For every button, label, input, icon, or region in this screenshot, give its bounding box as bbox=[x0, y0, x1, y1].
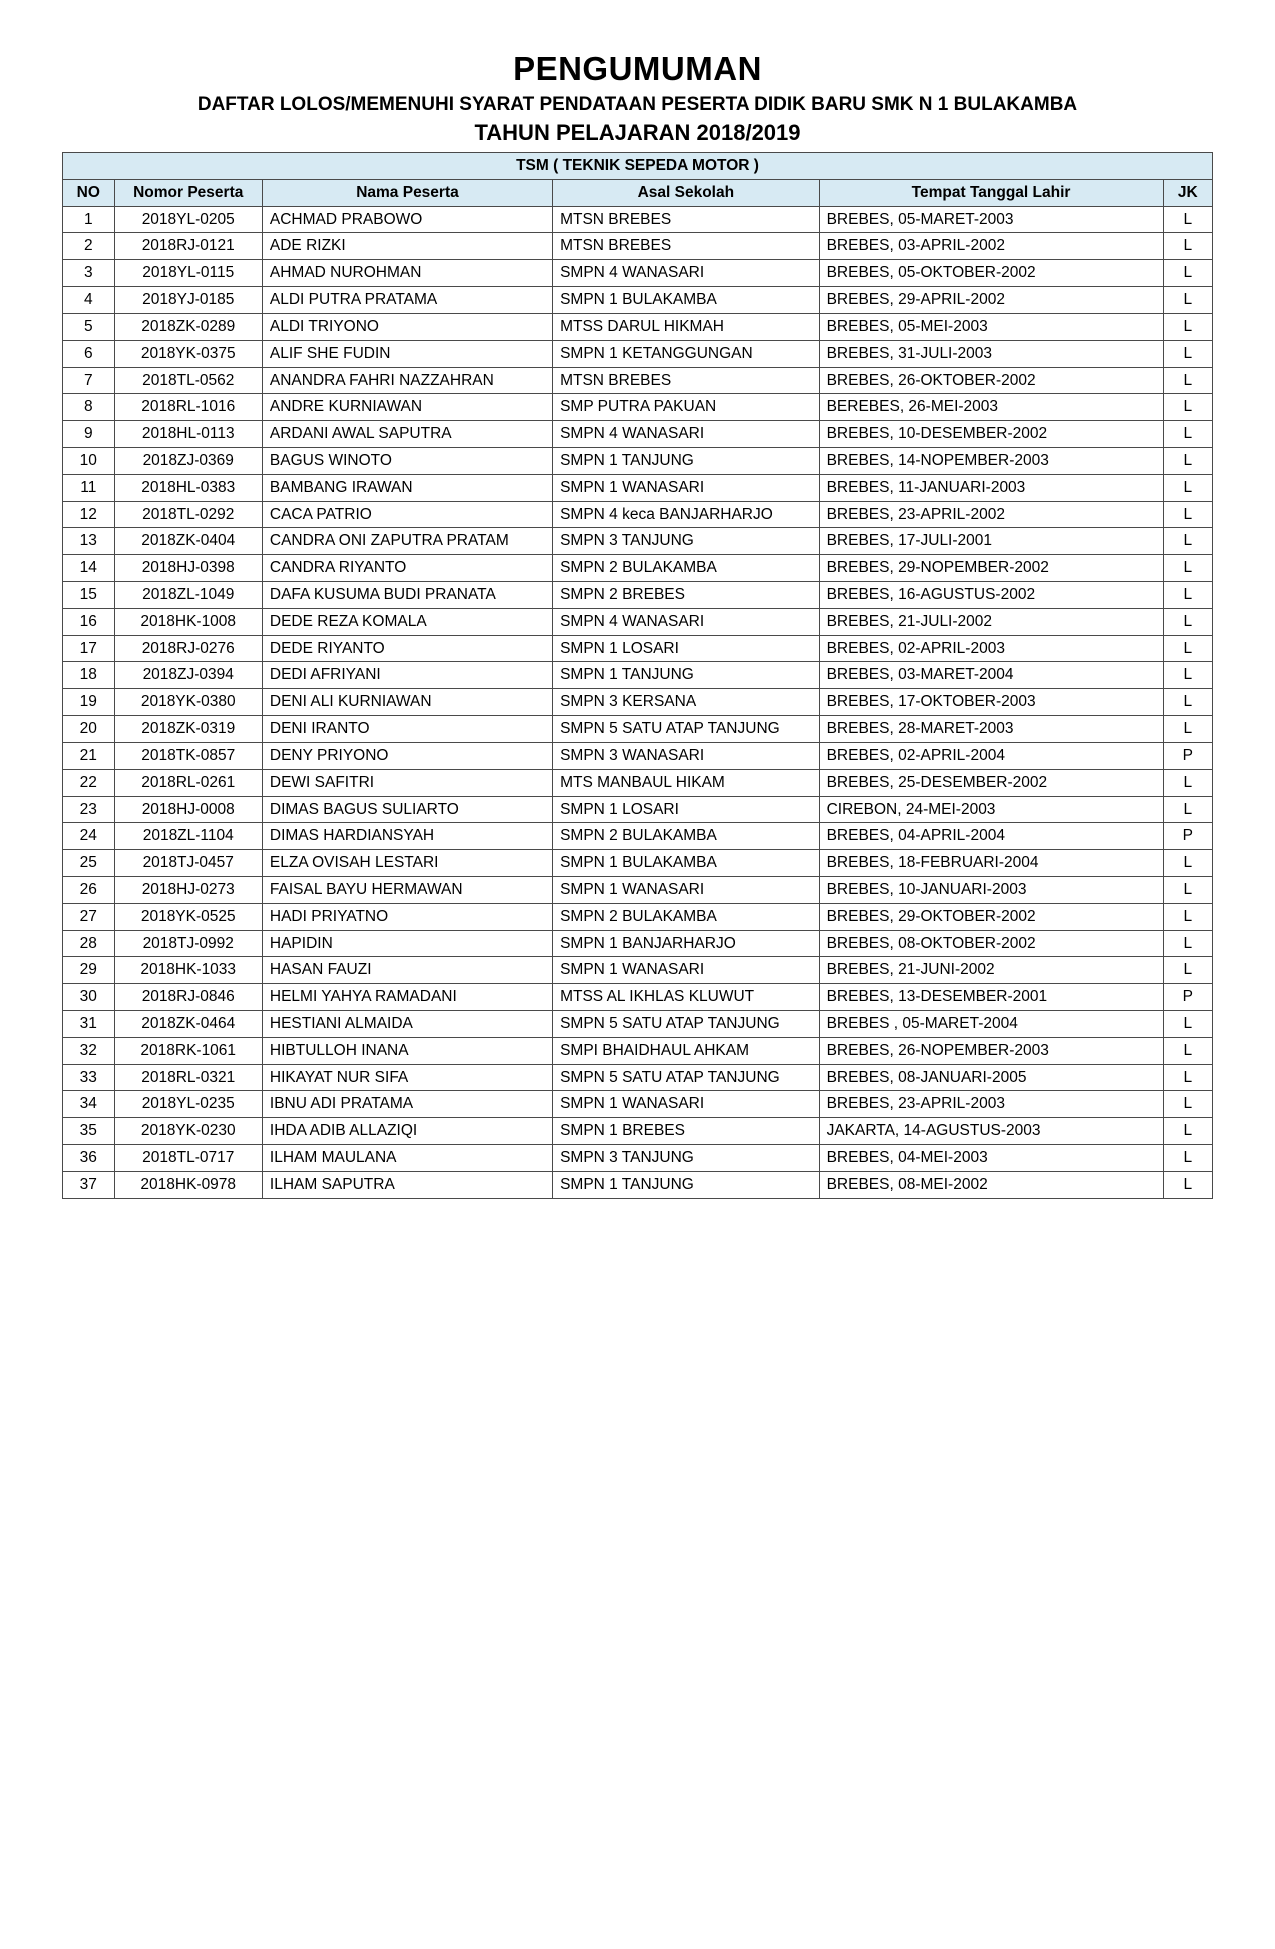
cell-no: 24 bbox=[63, 823, 115, 850]
cell-no: 23 bbox=[63, 796, 115, 823]
cell-tempat-tanggal-lahir: BREBES, 10-JANUARI-2003 bbox=[819, 876, 1163, 903]
column-header-tempat-tanggal-lahir: Tempat Tanggal Lahir bbox=[819, 179, 1163, 206]
column-header-nama-peserta: Nama Peserta bbox=[262, 179, 552, 206]
table-row bbox=[63, 1064, 1213, 1091]
table-row bbox=[63, 421, 1213, 448]
cell-tempat-tanggal-lahir: BREBES, 29-APRIL-2002 bbox=[819, 287, 1163, 314]
table-row bbox=[63, 528, 1213, 555]
cell-asal-sekolah: MTSS DARUL HIKMAH bbox=[553, 313, 820, 340]
cell-asal-sekolah: SMPN 3 TANJUNG bbox=[553, 528, 820, 555]
cell-nama-peserta: IHDA ADIB ALLAZIQI bbox=[262, 1118, 552, 1145]
table-row bbox=[63, 313, 1213, 340]
cell-nama-peserta: FAISAL BAYU HERMAWAN bbox=[262, 876, 552, 903]
cell-asal-sekolah: SMPN 1 LOSARI bbox=[553, 635, 820, 662]
cell-nama-peserta: HIKAYAT NUR SIFA bbox=[262, 1064, 552, 1091]
cell-tempat-tanggal-lahir: BREBES, 10-DESEMBER-2002 bbox=[819, 421, 1163, 448]
table-row bbox=[63, 287, 1213, 314]
cell-no: 12 bbox=[63, 501, 115, 528]
cell-no: 10 bbox=[63, 447, 115, 474]
cell-nomor-peserta: 2018YL-0205 bbox=[114, 206, 262, 233]
cell-asal-sekolah: MTS MANBAUL HIKAM bbox=[553, 769, 820, 796]
cell-no: 30 bbox=[63, 984, 115, 1011]
participants-table bbox=[62, 152, 1213, 1199]
cell-asal-sekolah: SMPN 2 BULAKAMBA bbox=[553, 903, 820, 930]
cell-nomor-peserta: 2018HL-0383 bbox=[114, 474, 262, 501]
cell-jk: L bbox=[1163, 1145, 1213, 1172]
cell-nama-peserta: ALDI TRIYONO bbox=[262, 313, 552, 340]
cell-nama-peserta: IBNU ADI PRATAMA bbox=[262, 1091, 552, 1118]
cell-asal-sekolah: SMPN 4 WANASARI bbox=[553, 608, 820, 635]
cell-jk: L bbox=[1163, 340, 1213, 367]
cell-nama-peserta: HELMI YAHYA RAMADANI bbox=[262, 984, 552, 1011]
cell-nama-peserta: DEWI SAFITRI bbox=[262, 769, 552, 796]
cell-nomor-peserta: 2018YL-0115 bbox=[114, 260, 262, 287]
cell-nomor-peserta: 2018YK-0380 bbox=[114, 689, 262, 716]
cell-nomor-peserta: 2018RJ-0121 bbox=[114, 233, 262, 260]
table-row bbox=[63, 769, 1213, 796]
cell-nomor-peserta: 2018YK-0525 bbox=[114, 903, 262, 930]
program-banner-row bbox=[63, 153, 1213, 180]
cell-nama-peserta: CACA PATRIO bbox=[262, 501, 552, 528]
cell-no: 36 bbox=[63, 1145, 115, 1172]
page-title: PENGUMUMAN bbox=[513, 50, 762, 87]
cell-no: 13 bbox=[63, 528, 115, 555]
cell-nomor-peserta: 2018ZK-0289 bbox=[114, 313, 262, 340]
cell-tempat-tanggal-lahir: BREBES, 14-NOPEMBER-2003 bbox=[819, 447, 1163, 474]
cell-nomor-peserta: 2018RL-0321 bbox=[114, 1064, 262, 1091]
table-row bbox=[63, 608, 1213, 635]
cell-jk: L bbox=[1163, 903, 1213, 930]
cell-tempat-tanggal-lahir: BREBES, 11-JANUARI-2003 bbox=[819, 474, 1163, 501]
table-row bbox=[63, 447, 1213, 474]
cell-asal-sekolah: SMPN 5 SATU ATAP TANJUNG bbox=[553, 1011, 820, 1038]
cell-tempat-tanggal-lahir: BREBES, 29-OKTOBER-2002 bbox=[819, 903, 1163, 930]
cell-asal-sekolah: SMPN 4 keca BANJARHARJO bbox=[553, 501, 820, 528]
cell-asal-sekolah: SMPN 5 SATU ATAP TANJUNG bbox=[553, 716, 820, 743]
cell-tempat-tanggal-lahir: BREBES, 08-JANUARI-2005 bbox=[819, 1064, 1163, 1091]
cell-asal-sekolah: SMPN 1 BREBES bbox=[553, 1118, 820, 1145]
table-body bbox=[63, 206, 1213, 1198]
cell-nama-peserta: DIMAS BAGUS SULIARTO bbox=[262, 796, 552, 823]
cell-no: 9 bbox=[63, 421, 115, 448]
table-row bbox=[63, 850, 1213, 877]
cell-tempat-tanggal-lahir: BREBES, 03-APRIL-2002 bbox=[819, 233, 1163, 260]
cell-jk: L bbox=[1163, 689, 1213, 716]
cell-asal-sekolah: MTSN BREBES bbox=[553, 233, 820, 260]
cell-jk: L bbox=[1163, 1037, 1213, 1064]
cell-nama-peserta: CANDRA ONI ZAPUTRA PRATAM bbox=[262, 528, 552, 555]
cell-jk: L bbox=[1163, 635, 1213, 662]
cell-no: 8 bbox=[63, 394, 115, 421]
cell-jk: L bbox=[1163, 394, 1213, 421]
cell-nama-peserta: ARDANI AWAL SAPUTRA bbox=[262, 421, 552, 448]
cell-nomor-peserta: 2018TJ-0992 bbox=[114, 930, 262, 957]
cell-nomor-peserta: 2018HJ-0398 bbox=[114, 555, 262, 582]
cell-nomor-peserta: 2018TL-0292 bbox=[114, 501, 262, 528]
cell-tempat-tanggal-lahir: BREBES, 17-JULI-2001 bbox=[819, 528, 1163, 555]
cell-no: 14 bbox=[63, 555, 115, 582]
cell-tempat-tanggal-lahir: BREBES, 04-MEI-2003 bbox=[819, 1145, 1163, 1172]
cell-asal-sekolah: SMPN 4 WANASARI bbox=[553, 260, 820, 287]
cell-nama-peserta: HESTIANI ALMAIDA bbox=[262, 1011, 552, 1038]
cell-tempat-tanggal-lahir: BREBES, 26-NOPEMBER-2003 bbox=[819, 1037, 1163, 1064]
cell-tempat-tanggal-lahir: BREBES, 29-NOPEMBER-2002 bbox=[819, 555, 1163, 582]
cell-no: 25 bbox=[63, 850, 115, 877]
table-row bbox=[63, 206, 1213, 233]
table-row bbox=[63, 1171, 1213, 1198]
cell-tempat-tanggal-lahir: BREBES, 05-OKTOBER-2002 bbox=[819, 260, 1163, 287]
cell-no: 15 bbox=[63, 582, 115, 609]
cell-nomor-peserta: 2018RJ-0846 bbox=[114, 984, 262, 1011]
table-row bbox=[63, 930, 1213, 957]
table-row bbox=[63, 1011, 1213, 1038]
cell-asal-sekolah: SMPN 3 KERSANA bbox=[553, 689, 820, 716]
cell-jk: L bbox=[1163, 1118, 1213, 1145]
program-banner: TSM ( TEKNIK SEPEDA MOTOR ) bbox=[63, 153, 1213, 180]
cell-asal-sekolah: SMP PUTRA PAKUAN bbox=[553, 394, 820, 421]
cell-nama-peserta: AHMAD NUROHMAN bbox=[262, 260, 552, 287]
cell-no: 2 bbox=[63, 233, 115, 260]
cell-nama-peserta: ACHMAD PRABOWO bbox=[262, 206, 552, 233]
cell-no: 18 bbox=[63, 662, 115, 689]
cell-no: 3 bbox=[63, 260, 115, 287]
cell-nama-peserta: CANDRA RIYANTO bbox=[262, 555, 552, 582]
table-row bbox=[63, 957, 1213, 984]
table-row bbox=[63, 823, 1213, 850]
table-row bbox=[63, 716, 1213, 743]
cell-asal-sekolah: SMPN 3 WANASARI bbox=[553, 742, 820, 769]
cell-no: 1 bbox=[63, 206, 115, 233]
cell-jk: L bbox=[1163, 876, 1213, 903]
cell-nomor-peserta: 2018TL-0562 bbox=[114, 367, 262, 394]
table-row bbox=[63, 876, 1213, 903]
cell-jk: L bbox=[1163, 287, 1213, 314]
cell-nama-peserta: HADI PRIYATNO bbox=[262, 903, 552, 930]
cell-nomor-peserta: 2018RL-1016 bbox=[114, 394, 262, 421]
cell-asal-sekolah: SMPN 1 BULAKAMBA bbox=[553, 287, 820, 314]
cell-jk: L bbox=[1163, 474, 1213, 501]
cell-tempat-tanggal-lahir: CIREBON, 24-MEI-2003 bbox=[819, 796, 1163, 823]
table-row bbox=[63, 984, 1213, 1011]
cell-nama-peserta: HIBTULLOH INANA bbox=[262, 1037, 552, 1064]
cell-jk: L bbox=[1163, 260, 1213, 287]
cell-nama-peserta: DIMAS HARDIANSYAH bbox=[262, 823, 552, 850]
cell-asal-sekolah: SMPN 1 TANJUNG bbox=[553, 662, 820, 689]
cell-asal-sekolah: SMPN 1 WANASARI bbox=[553, 474, 820, 501]
cell-no: 17 bbox=[63, 635, 115, 662]
table-row bbox=[63, 903, 1213, 930]
school-year-line: TAHUN PELAJARAN 2018/2019 bbox=[474, 120, 801, 145]
cell-jk: L bbox=[1163, 850, 1213, 877]
table-row bbox=[63, 501, 1213, 528]
cell-nama-peserta: ANANDRA FAHRI NAZZAHRAN bbox=[262, 367, 552, 394]
page-subtitle: DAFTAR LOLOS/MEMENUHI SYARAT PENDATAAN PESERTA DIDIK BARU SMK N 1 BULAKAMBA bbox=[197, 94, 1078, 115]
cell-tempat-tanggal-lahir: BREBES, 23-APRIL-2003 bbox=[819, 1091, 1163, 1118]
cell-nama-peserta: ADE RIZKI bbox=[262, 233, 552, 260]
cell-jk: L bbox=[1163, 796, 1213, 823]
cell-tempat-tanggal-lahir: BREBES, 05-MARET-2003 bbox=[819, 206, 1163, 233]
cell-nomor-peserta: 2018RJ-0276 bbox=[114, 635, 262, 662]
cell-tempat-tanggal-lahir: BEREBES, 26-MEI-2003 bbox=[819, 394, 1163, 421]
cell-asal-sekolah: MTSN BREBES bbox=[553, 206, 820, 233]
table-row bbox=[63, 662, 1213, 689]
cell-nama-peserta: ALDI PUTRA PRATAMA bbox=[262, 287, 552, 314]
cell-tempat-tanggal-lahir: BREBES, 21-JUNI-2002 bbox=[819, 957, 1163, 984]
cell-nomor-peserta: 2018HK-1033 bbox=[114, 957, 262, 984]
cell-nama-peserta: DENY PRIYONO bbox=[262, 742, 552, 769]
table-row bbox=[63, 635, 1213, 662]
cell-nomor-peserta: 2018ZK-0464 bbox=[114, 1011, 262, 1038]
cell-nama-peserta: ANDRE KURNIAWAN bbox=[262, 394, 552, 421]
table-row bbox=[63, 1091, 1213, 1118]
cell-no: 35 bbox=[63, 1118, 115, 1145]
cell-jk: L bbox=[1163, 1011, 1213, 1038]
table-row bbox=[63, 582, 1213, 609]
cell-nomor-peserta: 2018HJ-0273 bbox=[114, 876, 262, 903]
cell-nama-peserta: ILHAM SAPUTRA bbox=[262, 1171, 552, 1198]
cell-tempat-tanggal-lahir: BREBES, 23-APRIL-2002 bbox=[819, 501, 1163, 528]
cell-no: 20 bbox=[63, 716, 115, 743]
cell-nomor-peserta: 2018TK-0857 bbox=[114, 742, 262, 769]
cell-jk: L bbox=[1163, 662, 1213, 689]
cell-asal-sekolah: SMPN 3 TANJUNG bbox=[553, 1145, 820, 1172]
cell-nama-peserta: DEDI AFRIYANI bbox=[262, 662, 552, 689]
cell-tempat-tanggal-lahir: BREBES, 31-JULI-2003 bbox=[819, 340, 1163, 367]
cell-nomor-peserta: 2018ZJ-0369 bbox=[114, 447, 262, 474]
cell-nomor-peserta: 2018RK-1061 bbox=[114, 1037, 262, 1064]
table-row bbox=[63, 689, 1213, 716]
table-row bbox=[63, 1145, 1213, 1172]
cell-asal-sekolah: SMPN 1 WANASARI bbox=[553, 876, 820, 903]
cell-no: 33 bbox=[63, 1064, 115, 1091]
cell-jk: L bbox=[1163, 1064, 1213, 1091]
cell-jk: L bbox=[1163, 367, 1213, 394]
cell-tempat-tanggal-lahir: BREBES, 03-MARET-2004 bbox=[819, 662, 1163, 689]
cell-jk: L bbox=[1163, 233, 1213, 260]
cell-no: 22 bbox=[63, 769, 115, 796]
cell-nama-peserta: BAMBANG IRAWAN bbox=[262, 474, 552, 501]
cell-no: 16 bbox=[63, 608, 115, 635]
cell-jk: L bbox=[1163, 957, 1213, 984]
cell-no: 28 bbox=[63, 930, 115, 957]
cell-asal-sekolah: SMPN 4 WANASARI bbox=[553, 421, 820, 448]
table-row bbox=[63, 367, 1213, 394]
cell-nomor-peserta: 2018HL-0113 bbox=[114, 421, 262, 448]
cell-no: 11 bbox=[63, 474, 115, 501]
table-row bbox=[63, 233, 1213, 260]
cell-asal-sekolah: SMPN 2 BULAKAMBA bbox=[553, 555, 820, 582]
cell-nomor-peserta: 2018TJ-0457 bbox=[114, 850, 262, 877]
cell-asal-sekolah: SMPN 1 WANASARI bbox=[553, 1091, 820, 1118]
cell-asal-sekolah: SMPN 1 WANASARI bbox=[553, 957, 820, 984]
table-row bbox=[63, 742, 1213, 769]
cell-no: 19 bbox=[63, 689, 115, 716]
cell-tempat-tanggal-lahir: JAKARTA, 14-AGUSTUS-2003 bbox=[819, 1118, 1163, 1145]
cell-nama-peserta: DENI IRANTO bbox=[262, 716, 552, 743]
table-row bbox=[63, 474, 1213, 501]
cell-no: 21 bbox=[63, 742, 115, 769]
cell-asal-sekolah: SMPN 1 BULAKAMBA bbox=[553, 850, 820, 877]
cell-no: 32 bbox=[63, 1037, 115, 1064]
cell-nomor-peserta: 2018TL-0717 bbox=[114, 1145, 262, 1172]
cell-nomor-peserta: 2018HK-0978 bbox=[114, 1171, 262, 1198]
cell-jk: L bbox=[1163, 716, 1213, 743]
table-row bbox=[63, 394, 1213, 421]
cell-jk: L bbox=[1163, 313, 1213, 340]
cell-nomor-peserta: 2018YL-0235 bbox=[114, 1091, 262, 1118]
cell-jk: L bbox=[1163, 447, 1213, 474]
cell-tempat-tanggal-lahir: BREBES, 13-DESEMBER-2001 bbox=[819, 984, 1163, 1011]
column-header-nomor-peserta: Nomor Peserta bbox=[114, 179, 262, 206]
cell-nama-peserta: ELZA OVISAH LESTARI bbox=[262, 850, 552, 877]
cell-asal-sekolah: SMPN 1 BANJARHARJO bbox=[553, 930, 820, 957]
cell-nama-peserta: DEDE REZA KOMALA bbox=[262, 608, 552, 635]
cell-tempat-tanggal-lahir: BREBES, 02-APRIL-2003 bbox=[819, 635, 1163, 662]
cell-nomor-peserta: 2018RL-0261 bbox=[114, 769, 262, 796]
cell-nama-peserta: BAGUS WINOTO bbox=[262, 447, 552, 474]
cell-tempat-tanggal-lahir: BREBES, 25-DESEMBER-2002 bbox=[819, 769, 1163, 796]
table-row bbox=[63, 796, 1213, 823]
cell-nomor-peserta: 2018HK-1008 bbox=[114, 608, 262, 635]
column-header-jk: JK bbox=[1163, 179, 1213, 206]
column-header-asal-sekolah: Asal Sekolah bbox=[553, 179, 820, 206]
cell-no: 29 bbox=[63, 957, 115, 984]
table-row bbox=[63, 340, 1213, 367]
cell-asal-sekolah: SMPN 1 KETANGGUNGAN bbox=[553, 340, 820, 367]
cell-asal-sekolah: SMPN 2 BREBES bbox=[553, 582, 820, 609]
table-row bbox=[63, 260, 1213, 287]
cell-no: 27 bbox=[63, 903, 115, 930]
cell-nama-peserta: DAFA KUSUMA BUDI PRANATA bbox=[262, 582, 552, 609]
table-row bbox=[63, 1037, 1213, 1064]
cell-no: 4 bbox=[63, 287, 115, 314]
cell-asal-sekolah: SMPI BHAIDHAUL AHKAM bbox=[553, 1037, 820, 1064]
cell-asal-sekolah: MTSS AL IKHLAS KLUWUT bbox=[553, 984, 820, 1011]
cell-jk: L bbox=[1163, 501, 1213, 528]
cell-nama-peserta: HAPIDIN bbox=[262, 930, 552, 957]
cell-no: 26 bbox=[63, 876, 115, 903]
cell-asal-sekolah: SMPN 2 BULAKAMBA bbox=[553, 823, 820, 850]
cell-jk: L bbox=[1163, 528, 1213, 555]
cell-nomor-peserta: 2018ZJ-0394 bbox=[114, 662, 262, 689]
table-row bbox=[63, 555, 1213, 582]
table-head bbox=[63, 153, 1213, 207]
cell-tempat-tanggal-lahir: BREBES, 05-MEI-2003 bbox=[819, 313, 1163, 340]
cell-nomor-peserta: 2018ZL-1049 bbox=[114, 582, 262, 609]
cell-nama-peserta: ALIF SHE FUDIN bbox=[262, 340, 552, 367]
cell-no: 37 bbox=[63, 1171, 115, 1198]
cell-jk: L bbox=[1163, 1171, 1213, 1198]
cell-tempat-tanggal-lahir: BREBES, 04-APRIL-2004 bbox=[819, 823, 1163, 850]
cell-no: 34 bbox=[63, 1091, 115, 1118]
cell-tempat-tanggal-lahir: BREBES, 02-APRIL-2004 bbox=[819, 742, 1163, 769]
cell-tempat-tanggal-lahir: BREBES, 21-JULI-2002 bbox=[819, 608, 1163, 635]
cell-asal-sekolah: SMPN 1 TANJUNG bbox=[553, 1171, 820, 1198]
cell-jk: L bbox=[1163, 206, 1213, 233]
cell-no: 5 bbox=[63, 313, 115, 340]
cell-nomor-peserta: 2018HJ-0008 bbox=[114, 796, 262, 823]
column-header-no: NO bbox=[63, 179, 115, 206]
table-row bbox=[63, 1118, 1213, 1145]
cell-tempat-tanggal-lahir: BREBES , 05-MARET-2004 bbox=[819, 1011, 1163, 1038]
cell-nomor-peserta: 2018ZL-1104 bbox=[114, 823, 262, 850]
cell-jk: P bbox=[1163, 823, 1213, 850]
cell-jk: L bbox=[1163, 1091, 1213, 1118]
cell-jk: L bbox=[1163, 608, 1213, 635]
cell-nomor-peserta: 2018YK-0230 bbox=[114, 1118, 262, 1145]
cell-tempat-tanggal-lahir: BREBES, 08-MEI-2002 bbox=[819, 1171, 1163, 1198]
cell-asal-sekolah: SMPN 1 TANJUNG bbox=[553, 447, 820, 474]
table-header-row bbox=[63, 179, 1213, 206]
cell-no: 31 bbox=[63, 1011, 115, 1038]
cell-tempat-tanggal-lahir: BREBES, 18-FEBRUARI-2004 bbox=[819, 850, 1163, 877]
cell-jk: P bbox=[1163, 984, 1213, 1011]
cell-tempat-tanggal-lahir: BREBES, 16-AGUSTUS-2002 bbox=[819, 582, 1163, 609]
cell-nomor-peserta: 2018YK-0375 bbox=[114, 340, 262, 367]
cell-tempat-tanggal-lahir: BREBES, 26-OKTOBER-2002 bbox=[819, 367, 1163, 394]
cell-nomor-peserta: 2018YJ-0185 bbox=[114, 287, 262, 314]
cell-jk: L bbox=[1163, 421, 1213, 448]
cell-nama-peserta: HASAN FAUZI bbox=[262, 957, 552, 984]
cell-nomor-peserta: 2018ZK-0404 bbox=[114, 528, 262, 555]
cell-jk: L bbox=[1163, 555, 1213, 582]
cell-no: 6 bbox=[63, 340, 115, 367]
cell-nama-peserta: DEDE RIYANTO bbox=[262, 635, 552, 662]
cell-jk: P bbox=[1163, 742, 1213, 769]
cell-asal-sekolah: MTSN BREBES bbox=[553, 367, 820, 394]
cell-jk: L bbox=[1163, 769, 1213, 796]
cell-tempat-tanggal-lahir: BREBES, 28-MARET-2003 bbox=[819, 716, 1163, 743]
cell-jk: L bbox=[1163, 582, 1213, 609]
cell-asal-sekolah: SMPN 5 SATU ATAP TANJUNG bbox=[553, 1064, 820, 1091]
cell-tempat-tanggal-lahir: BREBES, 17-OKTOBER-2003 bbox=[819, 689, 1163, 716]
cell-nama-peserta: ILHAM MAULANA bbox=[262, 1145, 552, 1172]
cell-no: 7 bbox=[63, 367, 115, 394]
cell-asal-sekolah: SMPN 1 LOSARI bbox=[553, 796, 820, 823]
cell-nomor-peserta: 2018ZK-0319 bbox=[114, 716, 262, 743]
cell-tempat-tanggal-lahir: BREBES, 08-OKTOBER-2002 bbox=[819, 930, 1163, 957]
cell-nama-peserta: DENI ALI KURNIAWAN bbox=[262, 689, 552, 716]
cell-jk: L bbox=[1163, 930, 1213, 957]
